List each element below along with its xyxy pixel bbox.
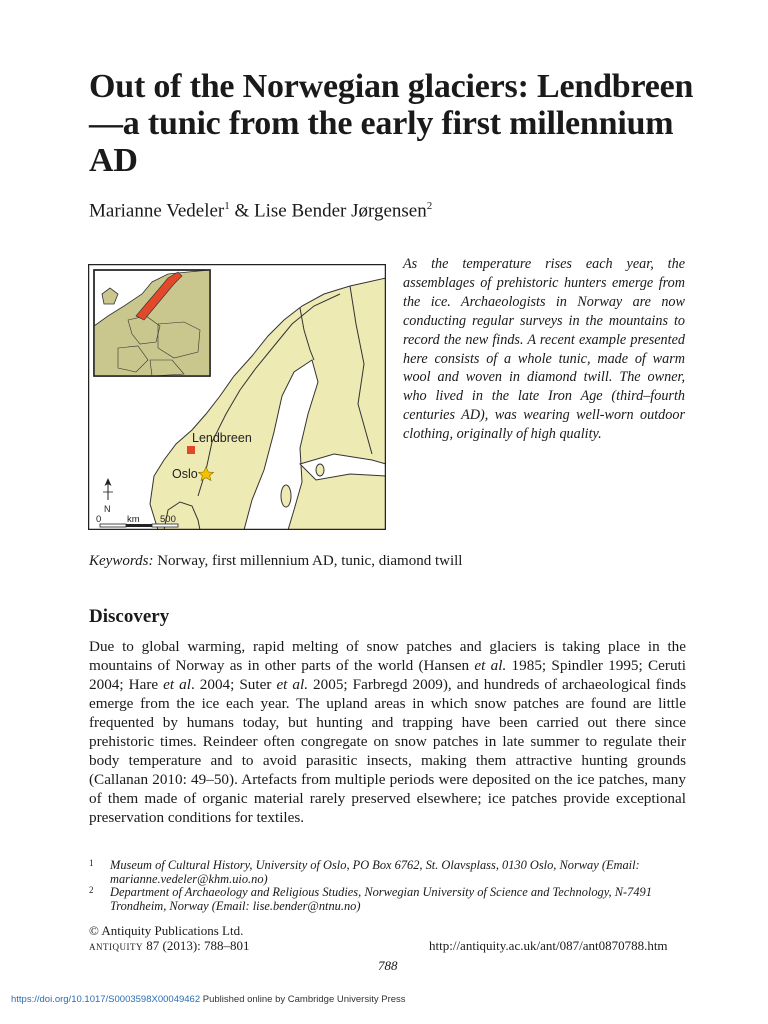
body-italic: et al. xyxy=(474,657,507,674)
scale-max: 500 xyxy=(160,514,176,525)
keywords-text: Norway, first millennium AD, tunic, diamond twill xyxy=(157,553,463,569)
keywords-line xyxy=(89,551,462,571)
author-name: Lise Bender Jørgensen xyxy=(254,200,427,222)
journal-name: antiquity xyxy=(89,938,143,953)
body-text: . 2004; Suter xyxy=(190,676,277,693)
affiliation-marker: 1 xyxy=(224,200,230,212)
body-text: Due to global warming, rapid melting of snow patches and glaciers is taking place in the mountains of Norway as in other parts of the world (Hansen xyxy=(89,638,686,674)
lendbreen-label: Lendbreen xyxy=(192,431,252,445)
abstract: As the temperature rises each year, the assemblages of prehistoric hunters emerge from the ice. Archaeologists in Norway are now conducting regular surveys in the mountains to record the new finds. A recent example presented here consists of a whole tunic, made of warm wool and woven in diamond twill. The owner, who lived in the late Iron Age (third–fourth centuries AD), was wearing well-worn outdoor clothing, originally of high quality. xyxy=(403,256,685,443)
lendbreen-marker xyxy=(187,446,195,454)
body-italic: et al. xyxy=(276,676,309,693)
body-italic: et al xyxy=(163,676,191,693)
location-map xyxy=(88,264,386,530)
journal-volume: 87 (2013): 788–801 xyxy=(143,938,250,953)
footnote-number: 2 xyxy=(89,885,94,895)
affiliation-marker: 2 xyxy=(426,200,433,212)
doi-link[interactable]: https://doi.org/10.1017/S0003598X00049462 xyxy=(11,994,201,1005)
island xyxy=(281,485,291,507)
island xyxy=(316,464,324,476)
author-connector: & xyxy=(234,200,250,222)
author-name: Marianne Vedeler xyxy=(89,200,225,222)
keywords-label: Keywords: xyxy=(89,553,154,569)
page-number: 788 xyxy=(378,958,398,973)
journal-reference xyxy=(89,938,250,954)
section-heading: Discovery xyxy=(89,606,170,627)
copyright-line: © Antiquity Publications Ltd. xyxy=(89,923,244,938)
publisher-note: Published online by Cambridge University Press xyxy=(202,994,406,1005)
body-text: 1985; Spindler 1995; Ceruti 2004; Hare xyxy=(89,657,686,693)
footnote-number: 1 xyxy=(89,858,94,868)
inset-europe-map xyxy=(94,270,210,376)
article-url[interactable]: http://antiquity.ac.uk/ant/087/ant0870788.htm xyxy=(429,938,668,953)
body-text: 2005; Farbregd 2009), and hundreds of archaeological finds emerge from the ice each year. The upland areas in which snow patches are found are little frequented by humans today, but hunting and trapping have been carried out there since prehistoric times. Reindeer often congregate on snow patches in late summer to regulate their body temperature and to avoid parasitic insects, making them attractive hunting grounds (Callanan 2010: 49–50). Artefacts from multiple periods were deposited on the ice patches, many of them made of organic material rarely preserved elsewhere; ice patches provide exceptional preservation conditions for textiles. xyxy=(89,676,686,826)
author-line xyxy=(89,194,432,223)
north-label: N xyxy=(104,504,111,514)
oslo-label: Oslo xyxy=(172,467,198,481)
footnote-text: Department of Archaeology and Religious Studies, Norwegian University of Science and Technology, N-7491 Trondheim, Norway (Email: lise.bender@ntnu.no) xyxy=(110,885,652,913)
scale-unit: km xyxy=(127,514,140,525)
scale-zero: 0 xyxy=(96,514,102,525)
body-paragraph xyxy=(89,637,686,827)
article-title: Out of the Norwegian glaciers: Lendbreen—a tunic from the early first millennium AD xyxy=(89,68,694,179)
footnote-text: Museum of Cultural History, University of Oslo, PO Box 6762, St. Olavsplass, 0130 Oslo, Norway (Email: marianne.vedeler@khm.uio.no) xyxy=(110,858,640,886)
doi-line xyxy=(11,994,406,1005)
